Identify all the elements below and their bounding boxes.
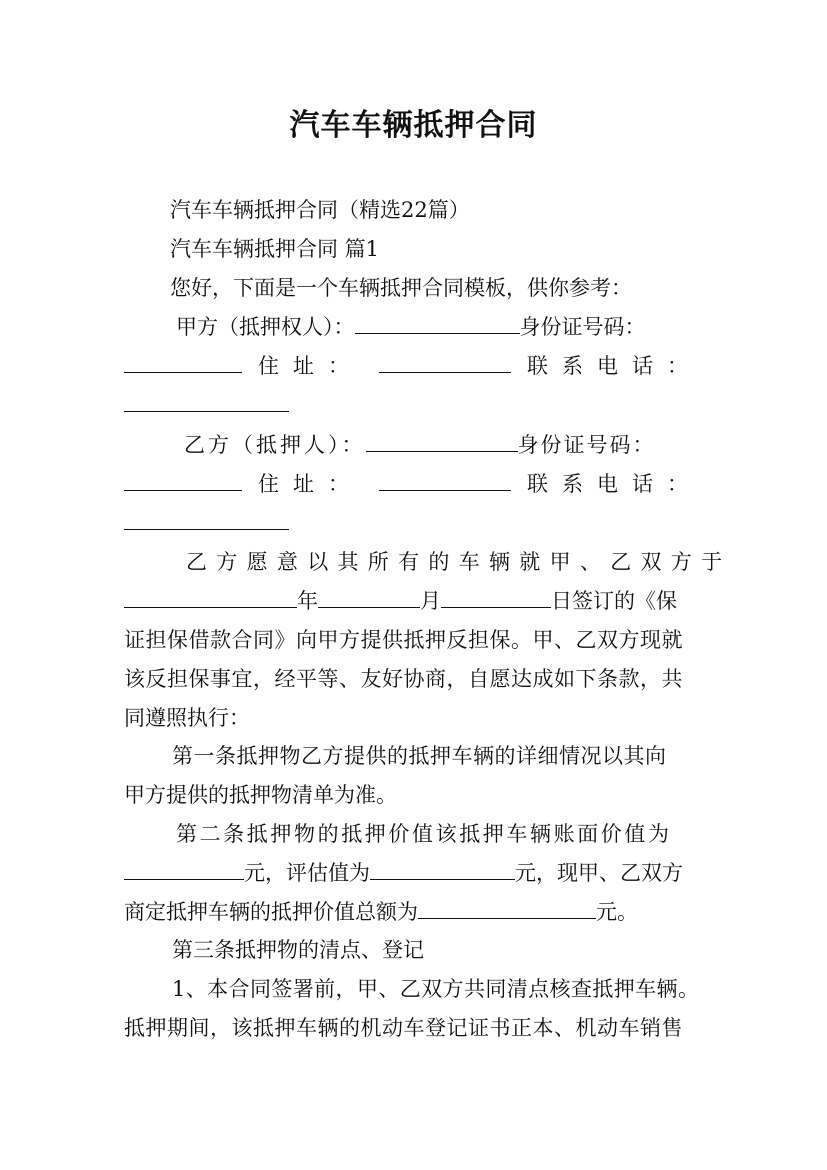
party-a-address-label: 住址： xyxy=(258,354,363,378)
contract-year-blank xyxy=(124,589,297,608)
party-b-address-label: 住址： xyxy=(258,472,363,496)
document-subtitle: 汽车车辆抵押合同（精选22篇） xyxy=(170,198,470,222)
party-a-name-blank xyxy=(355,315,520,334)
chapter-heading: 汽车车辆抵押合同 篇1 xyxy=(170,237,380,261)
party-b-id-blank xyxy=(124,472,242,491)
party-a-label: 甲方（抵押权人）： xyxy=(176,315,355,339)
total-value-label: 商定抵押车辆的抵押价值总额为 xyxy=(124,900,418,924)
article-2-line-3 xyxy=(124,897,638,927)
article-3-item-1-line-2: 抵押期间，该抵押车辆的机动车登记证书正本、机动车销售 xyxy=(124,1016,683,1040)
party-b-label: 乙方（抵押人）： xyxy=(184,433,366,457)
article-1-line-2: 甲方提供的抵押物清单为准。 xyxy=(124,783,397,807)
contract-day-blank xyxy=(441,589,551,608)
party-a-phone-line xyxy=(124,390,289,420)
day-tail-text: 日签订的《保 xyxy=(551,589,677,613)
appraised-value-unit: 元，现甲、乙双方 xyxy=(515,861,683,885)
party-b-contact-line xyxy=(124,469,702,499)
party-a-phone-label: 联系电话： xyxy=(527,354,702,378)
party-a-line xyxy=(176,312,646,342)
intro-text: 您好，下面是一个车辆抵押合同模板，供你参考： xyxy=(170,276,632,300)
year-label: 年 xyxy=(297,589,318,613)
month-label: 月 xyxy=(420,589,441,613)
party-b-phone-label: 联系电话： xyxy=(527,472,702,496)
party-a-id-blank xyxy=(124,354,242,373)
book-value-blank xyxy=(124,861,244,880)
party-a-phone-blank xyxy=(124,393,289,412)
appraised-value-blank xyxy=(370,861,515,880)
contract-month-blank xyxy=(318,589,420,608)
book-value-unit: 元，评估值为 xyxy=(244,861,370,885)
document-title: 汽车车辆抵押合同 xyxy=(289,108,538,143)
party-a-id-label: 身份证号码： xyxy=(519,315,646,339)
preamble-line-5: 同遵照执行： xyxy=(124,706,250,730)
article-2-line-1: 第二条抵押物的抵押价值该抵押车辆账面价值为 xyxy=(176,822,672,846)
party-b-id-label: 身份证号码： xyxy=(517,433,656,457)
article-1-line-1: 第一条抵押物乙方提供的抵押车辆的详细情况以其向 xyxy=(172,744,667,768)
party-b-phone-line xyxy=(124,508,289,538)
party-b-address-blank xyxy=(379,472,511,491)
article-3-title: 第三条抵押物的清点、登记 xyxy=(172,938,424,962)
party-b-name-blank xyxy=(366,433,518,452)
preamble-line-1: 乙方愿意以其所有的车辆就甲、乙双方于 xyxy=(186,550,732,574)
total-value-unit: 元。 xyxy=(596,900,638,924)
total-value-blank xyxy=(418,900,596,919)
party-b-phone-blank xyxy=(124,511,289,530)
party-a-address-blank xyxy=(379,354,511,373)
preamble-date-line xyxy=(124,586,677,616)
party-b-line xyxy=(184,430,656,460)
preamble-line-4: 该反担保事宜，经平等、友好协商，自愿达成如下条款，共 xyxy=(124,667,683,691)
article-2-line-2 xyxy=(124,858,683,888)
article-3-item-1-line-1: 1、本合同签署前，甲、乙双方共同清点核查抵押车辆。 xyxy=(172,977,700,1001)
party-a-contact-line xyxy=(124,351,702,381)
preamble-line-3: 证担保借款合同》向甲方提供抵押反担保。甲、乙双方现就 xyxy=(124,628,683,652)
